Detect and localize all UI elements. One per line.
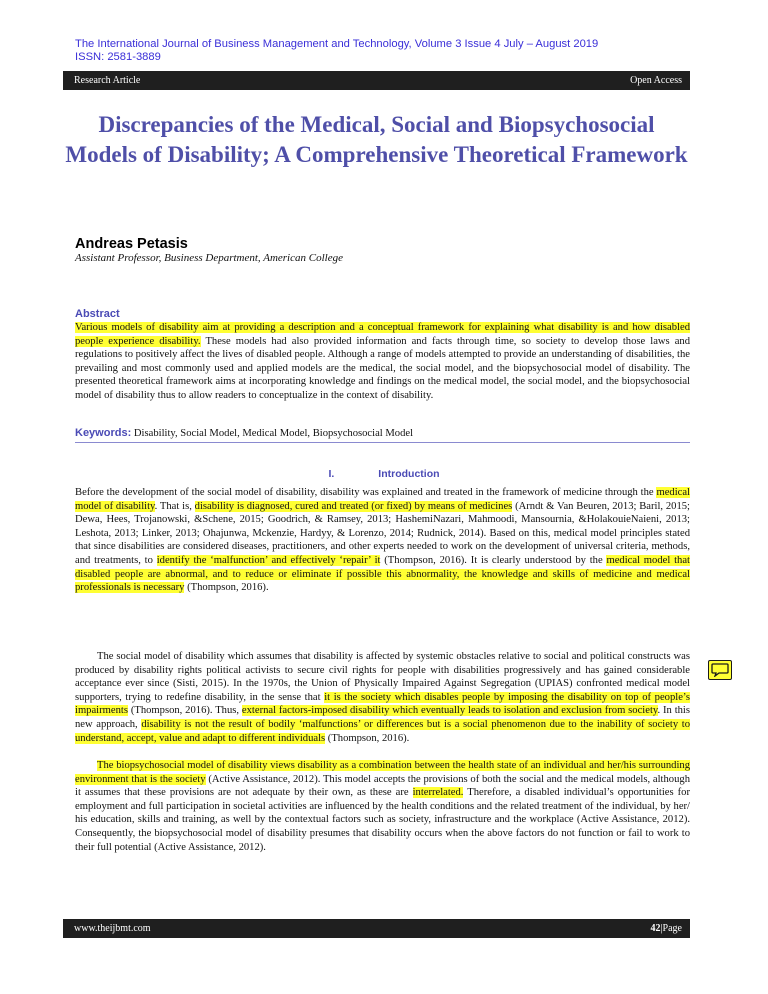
section-number: I. xyxy=(328,468,335,480)
text-run: (Active Assistance, 2012). This model accepts the provisions of both the social and the medical models, although it assumes that these provisions are not adequate by their own, as these are xyxy=(75,773,690,799)
paper-title: Discrepancies of the Medical, Social and Biopsychosocial Models of Disability; A Comprehensive Theoretical Framework xyxy=(65,112,688,167)
highlight: interrelated. xyxy=(412,787,464,799)
text-run: (Thompson, 2016). xyxy=(325,732,410,744)
page-label: |Page xyxy=(660,923,682,934)
keywords xyxy=(75,427,690,443)
text-run: (Thompson, 2016). xyxy=(184,582,269,594)
journal-url[interactable]: www.theijbmt.com xyxy=(74,923,151,934)
highlight: it is the society which disables people by imposing the disability on top of people’s impairments xyxy=(75,691,690,717)
open-access-label: Open Access xyxy=(630,75,682,86)
text-run: (Arndt & Van Beuren, 2013; Baril, 2015; Dewa, Hees, Trojanowski, &Schene, 2015; Goodrich, & Ramsey, 2013; HashemiNazari, Mahmoodi, Mansournia, &HolakouieNaieni, 2013; Leshota, 2013; Linker, 2013; Ohajunwa, Mckenzie, Hardyy, & Lorenzo, 2014; Rudnick, 2014). Based on this, medical model principles stated that since disabilities are considered diseases, practitioners, and other experts needed to work on the development of universal criteria, methods, and treatments, to xyxy=(75,500,691,566)
abstract-heading: Abstract xyxy=(75,308,120,320)
journal-citation: The International Journal of Business Management and Technology, Volume 3 Issue 4 July – August 2019 xyxy=(75,38,599,50)
page-number xyxy=(651,919,682,938)
text-run: These models had also provided information and facts through time, so society to develop those laws and regulations to positively affect the lives of disabled people. Although a range of models attempted to provide an understanding of disabilities, the prevailing and most commonly used and applied models are the medical, the social model, and the biopsychosocial model of disability. The presented theoretical framework aims at incorporating knowledge and findings on the medical model, the social model, and the biopsychosocial model of disability thus to allow readers to conceptualize in the context of disability. xyxy=(75,335,690,401)
highlight: medical model of disability xyxy=(75,487,690,512)
highlight: external factors-imposed disability which eventually leads to isolation and exclusion from society xyxy=(241,705,658,717)
keywords-text: Disability, Social Model, Medical Model, Biopsychosocial Model xyxy=(133,428,414,439)
author-affiliation: Assistant Professor, Business Department, American College xyxy=(75,252,343,264)
article-type: Research Article xyxy=(74,75,141,86)
section-heading xyxy=(0,468,768,480)
journal-header xyxy=(75,38,695,64)
keywords-label: Keywords: xyxy=(75,427,132,439)
highlight: identify the ‘malfunction’ and effectively ‘repair’ it xyxy=(156,554,381,566)
text-run: (Thompson, 2016). It is clearly understood by the xyxy=(380,554,607,566)
highlight: The biopsychosocial model of disability views disability as a combination between the health state of an individual and her/his surrounding environment that is the society xyxy=(75,760,690,785)
paragraph-social-model xyxy=(75,650,690,745)
top-banner xyxy=(63,71,690,90)
highlight: disability is diagnosed, cured and treated (or fixed) by means of medicines xyxy=(194,500,513,512)
paragraph-biopsychosocial-model xyxy=(75,759,690,854)
text-run: Therefore, a disabled individual’s opportunities for employment and full participation in societal activities are influenced by the health conditions and the related treatment of the individual, by her/ his education, skills and training, as well by the contextual factors such as society, infrastructure and the workplace (Active Assistance, 2012). Consequently, the biopsychosocial model of disability presumes that disability occurs when the above factors do not function or fail to work to their full potential (Active Assistance, 2012). xyxy=(75,787,690,853)
author-name: Andreas Petasis xyxy=(75,236,188,252)
page-number-value: 42 xyxy=(650,923,661,934)
highlight: disability is not the result of bodily ‘malfunctions’ or differences but is a social phenomenon due to the inability of society to understand, accept, value and adapt to different individuals xyxy=(75,718,691,744)
section-title: Introduction xyxy=(378,468,440,480)
issn: ISSN: 2581-3889 xyxy=(75,51,161,63)
text-run: . That is, xyxy=(154,500,195,512)
speech-bubble-icon xyxy=(711,663,729,677)
footer-bar xyxy=(63,919,690,938)
highlight: Various models of disability aim at providing a description and a conceptual framework for explaining what disability is and how disabled people experience disability. xyxy=(75,322,690,347)
abstract-text xyxy=(75,321,690,403)
comment-icon[interactable] xyxy=(708,660,732,680)
text-run: Before the development of the social model of disability, disability was explained and treated in the framework of medicine through the xyxy=(75,487,657,498)
text-run: . In this new approach, xyxy=(75,705,690,730)
text-run: The social model of disability which assumes that disability is affected by systemic obstacles relative to social and political constructs was produced by disability rights political activists to secure civil rights for people with disabilities progressively and has gained considerable acceptance ever since (Sisti, 2015). In the 1970s, the Union of Physically Impaired Against Segregation (UPIAS) confronted medical model supporters, trying to redefine disability, in the sense that xyxy=(75,651,690,703)
paragraph-medical-model xyxy=(75,486,690,595)
text-run: (Thompson, 2016). Thus, xyxy=(127,705,242,717)
highlight: medical model that disabled people are abnormal, and to reduce or eliminate if possible this abnormality, the knowledge and skills of medicine and medical professionals is necessary xyxy=(75,554,690,594)
